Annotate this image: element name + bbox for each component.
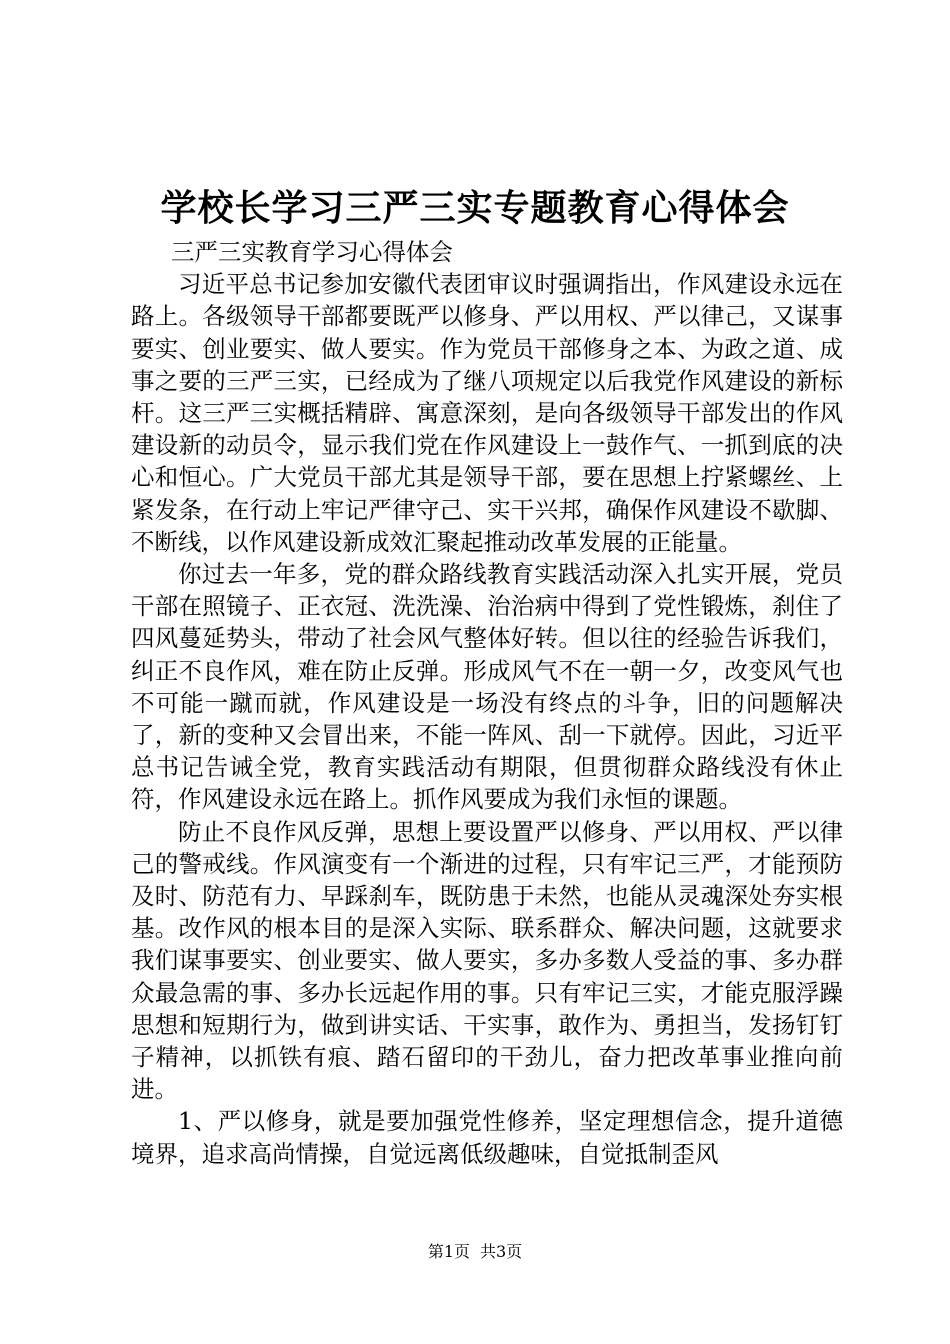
page-number: 第1页: [427, 1242, 470, 1261]
document-subtitle: 三严三实教育学习心得体会: [170, 238, 453, 266]
paragraph: 你过去一年多，党的群众路线教育实践活动深入扎实开展，党员干部在照镜子、正衣冠、洗洗澡、治治病中得到了党性锻炼，刹住了四风蔓延势头，带动了社会风气整体好转。但以往的经验告诉我们，纠正不良作风，难在防止反弹。形成风气不在一朝一夕，改变风气也不可能一蹴而就，作风建设是一场没有终点的斗争，旧的问题解决了，新的变种又会冒出来，不能一阵风、刮一下就停。因此，习近平总书记告诫全党，教育实践活动有期限，但贯彻群众路线没有休止符，作风建设永远在路上。抓作风要成为我们永恒的课题。: [131, 560, 843, 814]
document-body: [131, 236, 843, 1170]
paragraph: 1、严以修身，就是要加强党性修养，坚定理想信念，提升道德境界，追求高尚情操，自觉远离低级趣味，自觉抵制歪风: [131, 1107, 843, 1168]
page-total: 共3页: [480, 1242, 523, 1261]
paragraph: 防止不良作风反弹，思想上要设置严以修身、严以用权、严以律己的警戒线。作风演变有一个渐进的过程，只有牢记三严，才能预防及时、防范有力、早踩刹车，既防患于未然，也能从灵魂深处夯实根基。改作风的根本目的是深入实际、联系群众、解决问题，这就要求我们谋事要实、创业要实、做人要实，多办多数人受益的事、多办群众最急需的事、多办长远起作用的事。只有牢记三实，才能克服浮躁思想和短期行为，做到讲实话、干实事，敢作为、勇担当，发扬钉钉子精神，以抓铁有痕、踏石留印的干劲儿，奋力把改革事业推向前进。: [131, 817, 843, 1104]
paragraph: 习近平总书记参加安徽代表团审议时强调指出，作风建设永远在路上。各级领导干部都要既严以修身、严以用权、严以律己，又谋事要实、创业要实、做人要实。作为党员干部修身之本、为政之道、成事之要的三严三实，已经成为了继八项规定以后我党作风建设的新标杆。这三严三实概括精辟、寓意深刻，是向各级领导干部发出的作风建设新的动员令，显示我们党在作风建设上一鼓作气、一抓到底的决心和恒心。广大党员干部尤其是领导干部，要在思想上拧紧螺丝、上紧发条，在行动上牢记严律守己、实干兴邦，确保作风建设不歇脚、不断线，以作风建设新成效汇聚起推动改革发展的正能量。: [131, 270, 843, 556]
page-footer: [0, 1240, 950, 1264]
document-title: 学校长学习三严三实专题教育心得体会: [160, 187, 790, 229]
